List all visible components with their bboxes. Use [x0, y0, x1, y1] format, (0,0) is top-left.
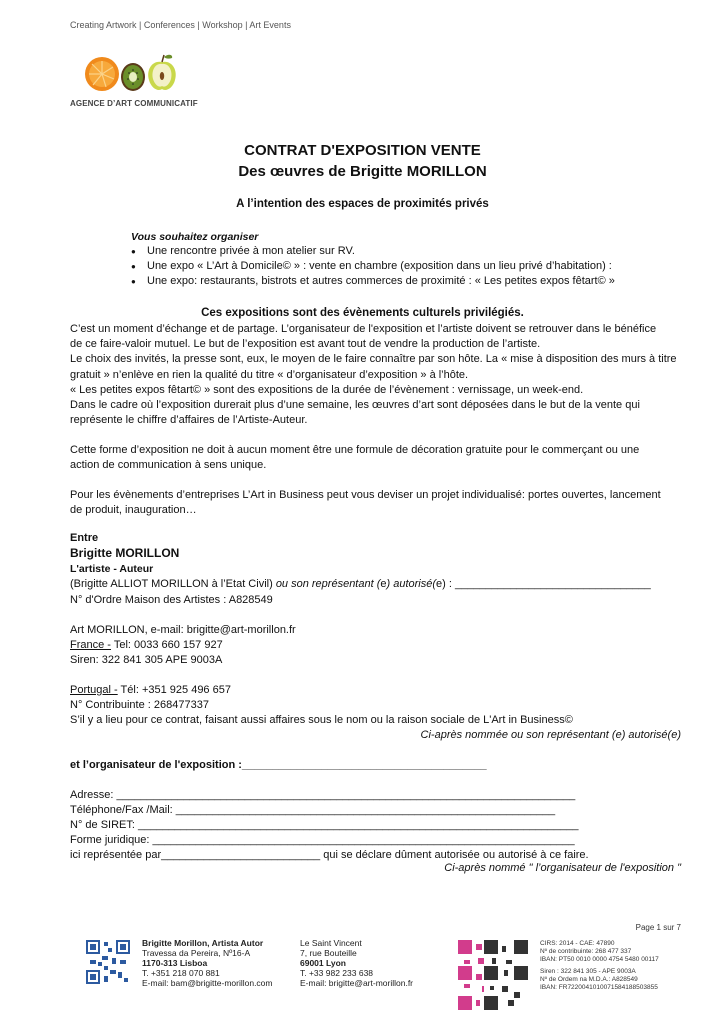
contract-title: CONTRAT D'EXPOSITION VENTE — [244, 142, 481, 159]
qr-code-lisbon — [86, 940, 130, 989]
portugal-line — [70, 684, 231, 696]
footer-lisbon-address — [142, 938, 273, 988]
footer-line: T. +33 982 233 638 — [300, 968, 374, 978]
footer-line: E-mail: bam@brigitte-morillon.com — [142, 978, 273, 988]
civil-italic: ) autorisé( — [386, 578, 437, 590]
representee-label: ici représentée par — [70, 849, 162, 861]
adresse-field: Adresse: ___________________________________________________________________________ — [70, 789, 576, 801]
siret-field: N° de SIRET: ________________________________________________________________________ — [70, 819, 579, 831]
france-label: France - — [70, 639, 111, 651]
artist-name: Brigitte MORILLON — [70, 546, 180, 560]
bullet-item: ● Une expo « L’Art à Domicile© » : vente en chambre (exposition dans un lieu privé d’habitation) : — [131, 259, 615, 274]
footer-line: Siren : 322 841 305 - APE 9003A — [540, 968, 636, 975]
civil-e: e — [380, 578, 387, 590]
footer-france-ids — [540, 968, 658, 992]
paragraph-line: Dans le cadre où l’exposition durerait plus d’une semaine, les œuvres d’art sont déposées dans le but de la vente qui — [70, 399, 640, 412]
paragraph-line: Pour les évènements d’entreprises L’Art in Business peut vous deviser un projet individualisé: portes ouvertes, lancement — [70, 489, 661, 501]
ordre-line: N° d'Ordre Maison des Artistes : A828549 — [70, 594, 273, 606]
artist-role: L'artiste - Auteur — [70, 563, 154, 575]
paragraph-line: gratuit » n’enlève en rien la qualité du titre « d’organisateur d’exposition » à l’hôte. — [70, 368, 469, 381]
organiser-heading: et l’organisateur de l'exposition :________________________________________ — [70, 759, 487, 771]
intro-bullet-list — [131, 244, 615, 289]
france-line — [70, 639, 223, 651]
email-line: Art MORILLON, e-mail: brigitte@art-morillon.fr — [70, 624, 296, 636]
portugal-label: Portugal - — [70, 684, 118, 696]
footer-line: Le Saint Vincent — [300, 938, 362, 948]
france-tel: Tel: 0033 660 157 927 — [110, 639, 223, 651]
paragraph-line: C’est un moment d’échange et de partage. L’organisateur de l'exposition et l’artiste doivent se retrouver dans le bénéfice — [70, 323, 657, 335]
bullet-item: ● Une expo: restaurants, bistrots et autres commerces de proximité : « Les petites expos fêtart© » — [131, 274, 615, 289]
paragraph-line: Cette forme d’exposition ne doit à aucun moment être une formule de décoration gratuite pour le commerçant ou une — [70, 444, 640, 456]
footer-line: Brigitte Morillon, Artista Autor — [142, 938, 264, 948]
footer-portugal-ids — [540, 940, 659, 964]
footer-lyon-address — [300, 938, 413, 988]
portugal-tel: Tél: +351 925 496 657 — [117, 684, 231, 696]
paragraph-line: action de communication à sens unique. — [70, 459, 267, 472]
paragraph-line: « Les petites expos fêtart© » sont des expositions de la durée de l’évènement : vernissage, un week-end. — [70, 383, 584, 396]
paragraph-business — [70, 488, 690, 518]
footer-line: Nº de Ordem na M.D.A.: A828549 — [540, 976, 638, 983]
paragraph-line: Le choix des invités, la presse sont, eux, le moyen de le faire connaître par son hôte. La « mise à disposition des murs à titre — [70, 353, 677, 366]
business-line: S’il y a lieu pour ce contrat, faisant aussi affaires sous le nom ou la raison sociale de L'Art in Business© — [70, 714, 573, 726]
logo-text: AGENCE D’ART COMMUNICATIF — [70, 99, 198, 108]
paragraph-form — [70, 443, 690, 473]
page-number: Page 1 sur 7 — [635, 923, 681, 932]
forme-juridique-field: Forme juridique: _____________________________________________________________________ — [70, 834, 575, 846]
agency-logo — [84, 52, 184, 94]
bullet-item: ● Une rencontre privée à mon atelier sur RV. — [131, 244, 615, 259]
section-title: Ces expositions sont des évènements culturels privilégiés. — [201, 307, 524, 319]
footer-line: 69001 Lyon — [300, 958, 346, 968]
footer-line: T. +351 218 070 881 — [142, 968, 220, 978]
civil-name-line — [70, 578, 651, 590]
paragraph-line: représente le chiffre d’affaires de l’Artiste-Auteur. — [70, 414, 308, 427]
civil-prefix: (Brigitte ALLIOT MORILLON à l’Etat Civil) — [70, 578, 276, 590]
entre-label: Entre — [70, 532, 99, 544]
footer-line: 7, rue Bouteille — [300, 948, 357, 958]
footer-line: Nº de contribuinte: 268 477 337 — [540, 948, 632, 955]
paragraph-line: de ce faire-valoir mutuel. Le but de l’exposition est avant tout de vendre la production de l’artiste. — [70, 338, 541, 351]
top-navigation: Creating Artwork | Conferences | Workshop | Art Events — [70, 20, 291, 30]
civil-blank: ) : ________________________________ — [442, 578, 651, 590]
audience-heading: A l’intention des espaces de proximités privés — [236, 198, 489, 210]
telephone-field: Téléphone/Fax /Mail: ______________________________________________________________ — [70, 804, 556, 816]
civil-e: e — [436, 578, 443, 590]
footer-line: IBAN: PT50 0010 0000 4754 5480 00117 — [540, 956, 659, 963]
ci-apres-artist: Ci-après nommée ou son représentant (e) autorisé(e) — [420, 729, 681, 741]
qr-code-france-2 — [484, 966, 528, 1015]
footer-line: Travessa da Pereira, Nº16-A — [142, 948, 251, 958]
contract-subtitle: Des œuvres de Brigitte MORILLON — [238, 163, 487, 180]
footer-line: CIRS: 2014 - CAE: 47890 — [540, 940, 615, 947]
representee-text: qui se déclare dûment autorisée ou autorisé à ce faire. — [320, 849, 589, 861]
civil-italic: ou son représentant ( — [275, 578, 381, 590]
intro-heading: Vous souhaitez organiser — [131, 231, 259, 243]
representee-line — [70, 849, 589, 861]
representee-blank: __________________________ — [161, 849, 321, 861]
siren-line: Siren: 322 841 305 APE 9003A — [70, 654, 223, 666]
ci-apres-organiser: Ci-après nommé " l’organisateur de l'exposition " — [444, 862, 681, 874]
paragraph-line: de produit, inauguration… — [70, 504, 197, 517]
contribuinte-line: N° Contribuinte : 268477337 — [70, 699, 209, 711]
paragraph-exchange — [70, 322, 690, 428]
footer-line: E-mail: brigitte@art-morillon.fr — [300, 978, 414, 988]
footer-line: IBAN: FR7220041010071584188503855 — [540, 984, 658, 991]
footer-line: 1170-313 Lisboa — [142, 958, 208, 968]
